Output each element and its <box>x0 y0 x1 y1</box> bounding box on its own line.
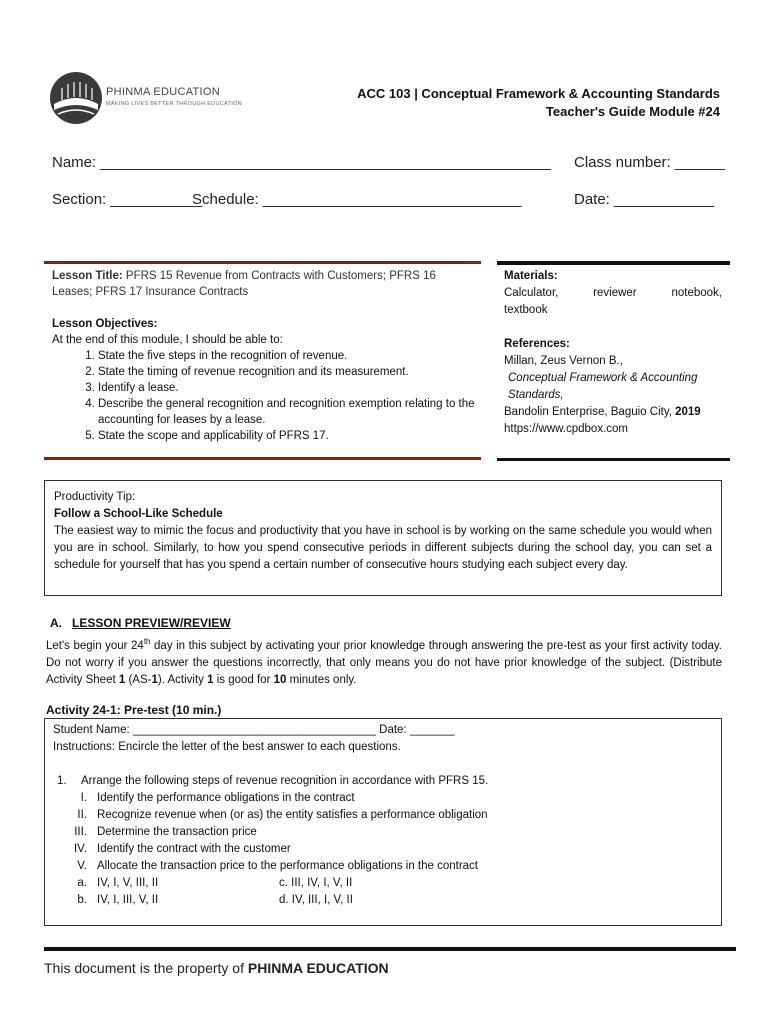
reference-publisher <box>504 404 722 421</box>
material-item: reviewer <box>593 287 637 299</box>
answer-option[interactable]: IV, I, V, III, II <box>97 877 159 889</box>
footer-brand: PHINMA EDUCATION <box>247 960 389 976</box>
section-a-paragraph <box>46 633 722 689</box>
footer-rule <box>44 947 736 951</box>
question-text: Arrange the following steps of revenue recognition in accordance with PFRS 15. <box>81 775 489 787</box>
reference-book: Conceptual Framework & Accounting Standards, <box>508 372 698 401</box>
step-item <box>53 841 713 858</box>
reference-url[interactable]: https://www.cpdbox.com <box>504 423 628 435</box>
objectives-label: Lesson Objectives: <box>52 318 158 330</box>
objectives-list <box>52 348 476 444</box>
productivity-tip-box <box>44 480 722 596</box>
answer-option-row <box>53 875 713 892</box>
class-number-field[interactable]: Class number: ______ <box>574 154 725 171</box>
tip-label: Productivity Tip: <box>54 491 136 503</box>
para-text: is good for <box>213 673 274 686</box>
answer-option-row <box>53 892 713 909</box>
option-letter: b. <box>77 894 87 906</box>
tip-body: The easiest way to mimic the focus and productivity that you have in school is by working on the same schedule you would when you are in school. Similarly, to how you spend consecutive periods in different subjects during the school day, you can set a schedule for yourself that has you spend a certain number of consecutive hours studying each subject every day. <box>54 525 712 571</box>
question-number: 1. <box>57 775 67 787</box>
logo-tagline: MAKING LIVES BETTER THROUGH EDUCATION <box>106 101 242 107</box>
activity-title: Activity 24-1: Pre-test (10 min.) <box>46 703 222 717</box>
lesson-top-rule <box>44 261 481 264</box>
material-item: notebook, <box>671 287 722 299</box>
para-text: day in this subject by activating your prior knowledge through answering the pre-test as your first activity today. Do not worry if you answer the questions incorrectly, that only means you do not have prior knowledge of the subject. (Distribute Activity Sheet <box>46 639 722 686</box>
para-text: ). Activity <box>157 673 208 686</box>
student-name-line[interactable]: Student Name: ______________________________________ Date: _______ <box>53 724 455 736</box>
step-number: I. <box>80 792 87 804</box>
schedule-field[interactable]: Schedule: _______________________________ <box>192 191 522 208</box>
step-item <box>53 824 713 841</box>
footer-text <box>44 960 389 976</box>
objective-item: 5. State the scope and applicability of PFRS 17. <box>98 428 476 444</box>
step-item <box>53 807 713 824</box>
para-sup: th <box>143 637 151 646</box>
reference-year: 2019 <box>675 406 701 418</box>
objective-item: 2. State the timing of revenue recognition and its measurement. <box>98 364 476 380</box>
para-bold: 10 <box>273 673 287 686</box>
phinma-logo-icon <box>48 70 104 126</box>
course-title: ACC 103 | Conceptual Framework & Accounting Standards <box>357 86 720 101</box>
option-letter: a. <box>77 877 87 889</box>
step-number: II. <box>77 809 87 821</box>
step-text: Allocate the transaction price to the performance obligations in the contract <box>97 860 478 872</box>
material-item: textbook <box>504 304 548 316</box>
para-text: (AS- <box>125 673 152 686</box>
footer-label: This document is the property of <box>44 960 248 976</box>
para-bold: 1 <box>118 673 126 686</box>
lesson-panel <box>52 268 476 444</box>
materials-label: Materials: <box>504 270 558 282</box>
section-a-heading <box>50 616 231 630</box>
activity-instructions: Instructions: Encircle the letter of the best answer to each questions. <box>53 741 401 753</box>
para-text: minutes only. <box>286 673 357 686</box>
step-text: Recognize revenue when (or as) the entity satisfies a performance obligation <box>97 809 488 821</box>
lesson-title-label: Lesson Title: <box>52 270 123 282</box>
objective-item: 3. Identify a lease. <box>98 380 476 396</box>
step-number: V. <box>77 860 87 872</box>
section-letter: A. <box>50 616 62 630</box>
objective-item: 1. State the five steps in the recognition of revenue. <box>98 348 476 364</box>
materials-panel <box>504 268 722 438</box>
answer-option[interactable]: IV, I, III, V, II <box>97 894 159 906</box>
materials-line <box>504 285 722 302</box>
answer-option[interactable]: d. IV, III, I, V, II <box>279 894 353 906</box>
step-item <box>53 858 713 875</box>
references-label: References: <box>504 338 570 350</box>
reference-publisher-text: Bandolin Enterprise, Baguio City, <box>504 406 676 418</box>
reference-author: Millan, Zeus Vernon B., <box>504 355 623 367</box>
material-item: Calculator, <box>504 287 559 299</box>
logo-brand: PHINMA EDUCATION <box>106 86 220 98</box>
section-title: LESSON PREVIEW/REVIEW <box>72 616 231 630</box>
step-item <box>53 790 713 807</box>
step-text: Identify the contract with the customer <box>97 843 291 855</box>
lesson-title <box>52 268 476 300</box>
materials-bottom-rule <box>497 458 730 461</box>
date-field[interactable]: Date: ____________ <box>574 191 715 208</box>
step-text: Determine the transaction price <box>97 826 257 838</box>
para-bold: 1 <box>207 673 214 686</box>
phinma-logo <box>48 70 242 126</box>
name-field[interactable]: Name: ______________________________________________________ <box>52 154 551 171</box>
step-number: III. <box>74 826 87 838</box>
objective-item: 4. Describe the general recognition and recognition exemption relating to the accounting for leases by a lease. <box>98 396 476 428</box>
step-number: IV. <box>73 843 87 855</box>
para-text: Let's begin your 24 <box>46 639 144 652</box>
tip-heading: Follow a School-Like Schedule <box>54 508 223 520</box>
module-title: Teacher's Guide Module #24 <box>545 104 720 119</box>
question-1 <box>53 773 713 790</box>
lesson-bottom-rule <box>44 457 481 460</box>
section-field[interactable]: Section: ___________ <box>52 191 203 208</box>
para-bold: 1 <box>151 673 158 686</box>
lesson-title-text: PFRS 15 Revenue from Contracts with Customers; PFRS 16 Leases; PFRS 17 Insurance Contracts <box>52 270 436 298</box>
answer-option[interactable]: c. III, IV, I, V, II <box>279 877 353 889</box>
step-text: Identify the performance obligations in the contract <box>97 792 355 804</box>
objectives-intro: At the end of this module, I should be able to: <box>52 334 283 346</box>
materials-top-rule <box>497 261 730 265</box>
activity-box <box>44 718 722 926</box>
